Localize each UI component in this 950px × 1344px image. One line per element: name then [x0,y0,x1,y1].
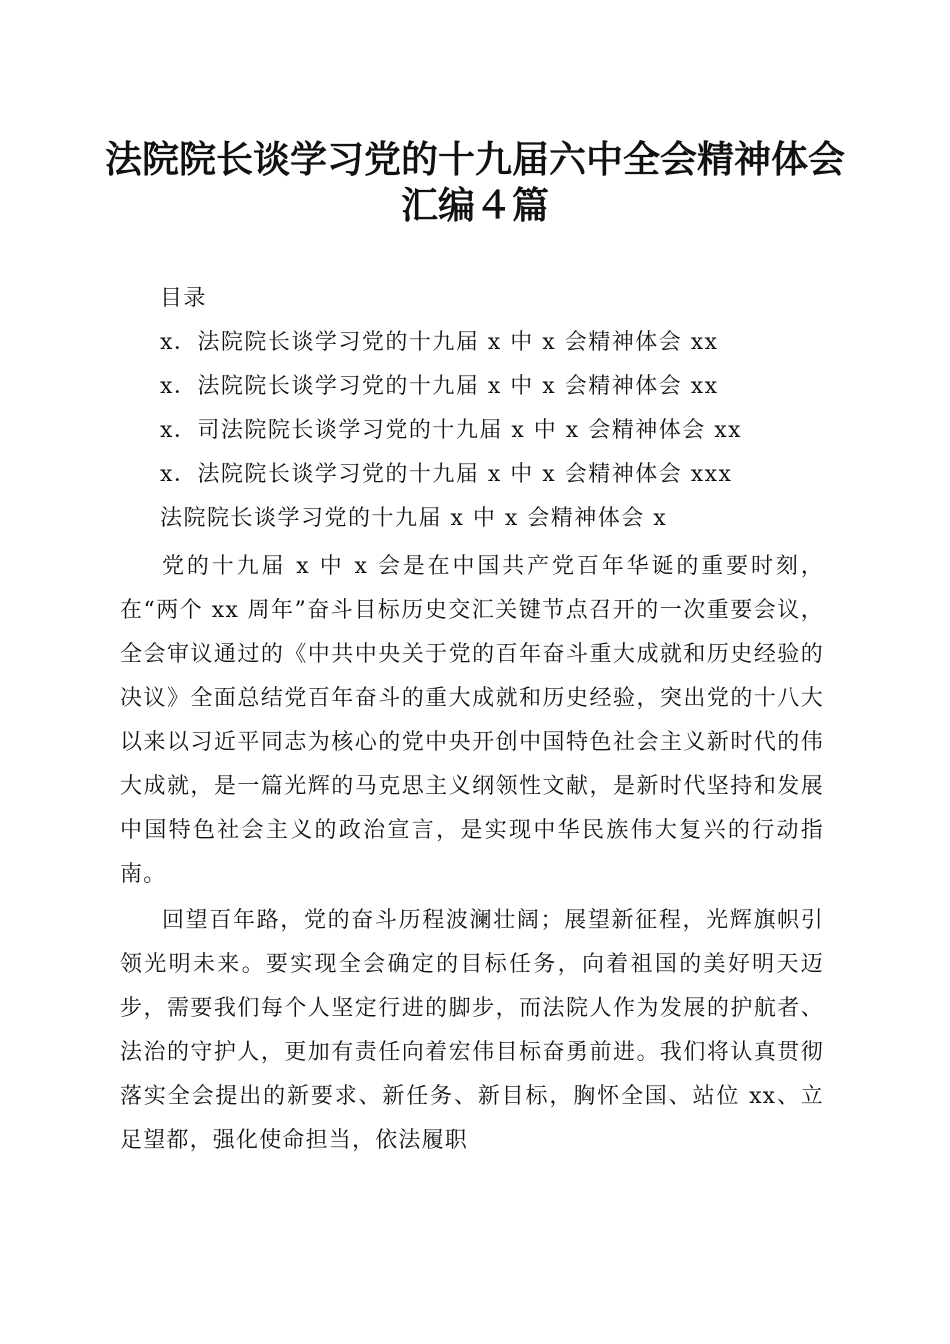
toc-heading: 目录 [160,286,208,311]
body-paragraph: 党的十九届 x 中 x 会是在中国共产党百年华诞的重要时刻，在“两个 xx 周年”奋斗目标历史交汇关键节点召开的一次重要会议，全会审议通过的《中共中央关于党的百年奋斗重大成就和历史经验的决议》全面总结党百年奋斗的重大成就和历史经验，突出党的十八大以来以习近平同志为核心的党中央开创中国特色社会主义新时代的伟大成就，是一篇光辉的马克思主义纲领性文献，是新时代坚持和发展中国特色社会主义的政治宣言，是实现中华民族伟大复兴的行动指南。 [120,554,824,887]
document-title-line-2: 汇编４篇 [401,183,549,227]
body-paragraph: 回望百年路，党的奋斗历程波澜壮阔；展望新征程，光辉旗帜引领光明未来。要实现全会确定的目标任务，向着祖国的美好明天迈步，需要我们每个人坚定行进的脚步，而法院人作为发展的护航者、法治的守护人，更加有责任向着宏伟目标奋勇前进。我们将认真贯彻落实全会提出的新要求、新任务、新目标，胸怀全国、站位 xx、立足望都，强化使命担当，依法履职 [120,908,824,1153]
section-heading: 法院院长谈学习党的十九届 x 中 x 会精神体会 x [160,506,668,531]
table-of-contents [160,277,860,497]
toc-item: x．法院院长谈学习党的十九届 x 中 x 会精神体会 xx [160,330,719,355]
document-title-line-1: 法院院长谈学习党的十九届六中全会精神体会 [105,137,845,181]
toc-item: x．法院院长谈学习党的十九届 x 中 x 会精神体会 xx [160,374,719,399]
toc-item: x．法院院长谈学习党的十九届 x 中 x 会精神体会 xxx [160,462,733,487]
toc-item: x．司法院院长谈学习党的十九届 x 中 x 会精神体会 xx [160,418,743,443]
